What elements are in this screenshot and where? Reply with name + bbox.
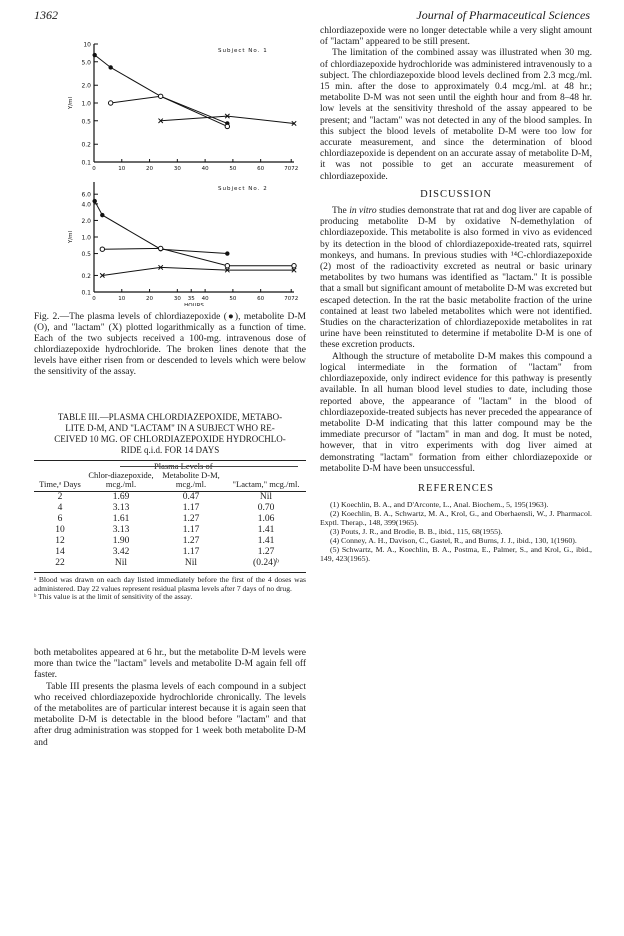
col-metabolite-dm: Metabolite D-M, mcg./ml.: [162, 470, 220, 489]
y-tick-label: 0.1: [81, 159, 91, 167]
paragraph: both metabolites appeared at 6 hr., but the metabolite D-M levels were more than twice the "lactam" levels and metabolite D-M again fell off faster.: [34, 648, 306, 681]
table-iii-grid: [34, 471, 306, 573]
series-line: [95, 55, 228, 123]
series-line: [111, 96, 228, 126]
table-title: [34, 412, 306, 456]
x-tick-label: 35: [187, 296, 195, 302]
x-tick-label: 40: [201, 296, 209, 302]
page-number: 1362: [34, 8, 58, 22]
x-tick-label: 7072: [284, 166, 299, 172]
x-tick-label: 20: [146, 166, 154, 172]
y-tick-label: 2.0: [81, 217, 91, 225]
x-tick-label: 60: [257, 296, 265, 302]
references-list: [320, 500, 592, 563]
table-row: 12 1.90 1.27 1.41: [55, 536, 275, 546]
journal-title: Journal of Pharmaceutical Sciences: [416, 8, 590, 22]
discussion-heading: DISCUSSION: [420, 188, 492, 200]
table-footnote-b: ᵇ This value is at the limit of sensitivity of the assay.: [34, 592, 193, 602]
data-point: [100, 213, 104, 217]
y-tick-label: 10: [83, 41, 91, 49]
reference-item: (3) Pouts, J. R., and Brodie, B. B., ibid., 115, 68(1955).: [330, 527, 503, 537]
y-tick-label: 2.0: [81, 82, 91, 90]
chart-title: Subject No. 1: [218, 48, 268, 54]
data-point: [225, 264, 229, 268]
left-column-text: [34, 648, 306, 749]
col-time: Time,ᵃ Days: [39, 479, 81, 489]
table-footnote-a: ᵃ Blood was drawn on each day listed immediately before the first of the 4 doses was administered. Day 22 values represent residual plasma levels after 7 days of no drug.: [34, 575, 306, 593]
chart-subject-2: [68, 182, 298, 306]
x-tick-label: 0: [92, 296, 96, 302]
x-tick-label: 30: [173, 166, 181, 172]
data-point: [292, 264, 296, 268]
paragraph: The in vitro studies demonstrate that rat and dog liver are capable of producing metabolite D-M by oxidative N-demethylation of chlordiazepoxide. This metabolite is also formed in vivo as evidenced by its detection in the blood of chlordiazepoxide-treated rats, squirrel monkeys, and humans. In previous studies with ¹⁴C-chlordiazepoxide (2) most of the radioactivity excreted as neutral or basic urinary metabolites by two humans was identified as "lactam." It is possible that a small but significant amount of metabolite D-M was excreted but escaped detection. In the rat the basic metabolite fraction of the urine contained at least two labeled metabolites which were not identified. Studies on the characterization of chlordiazepoxide metabolites in rat urine have been reinstituted to determine if metabolite D-M is one of these excretion products.: [320, 206, 592, 351]
data-point: [100, 247, 104, 251]
y-axis-label: Y/ml: [68, 96, 74, 110]
series-line: [95, 201, 228, 253]
col-lactam: "Lactam," mcg./ml.: [232, 479, 300, 489]
figure-caption: Fig. 2.—The plasma levels of chlordiazepoxide (●), metabolite D-M (O), and "lactam" (X) plotted logarithmically as a function of time. Each of the two subjects received a 100-mg. intravenous dose of chlordiazepoxide hydrochloride. The broken lines denote that the levels have either risen from or descended to levels which were below the sensitivity of the assay.: [34, 312, 306, 377]
table-title-line: LITE D-M, AND "LACTAM" IN A SUBJECT WHO RE-: [65, 423, 275, 433]
data-point: [158, 94, 162, 98]
x-tick-label: 0: [92, 166, 96, 172]
y-tick-label: 0.5: [81, 118, 91, 126]
x-tick-label: 50: [229, 166, 237, 172]
paragraph: chlordiazepoxide were no longer detectable while a very slight amount of "lactam" appeared to be still present.: [320, 26, 592, 48]
reference-item: (5) Schwartz, M. A., Koechlin, B. A., Postma, E., Palmer, S., and Krol, G., ibid., 149, 423(1965).: [320, 545, 592, 564]
paragraph: The limitation of the combined assay was illustrated when 30 mg. of chlordiazepoxide hydrochloride was administered intravenously to a subject. The chlordiazepoxide blood levels declined from 2.3 mcg./ml. 15 min. after the dose to approximately 0.4 mcg./ml. at 48 hr.; metabolite D-M was not seen until the eighth hour and from 8–48 hr. low levels at the sensitivity threshold of the assay appeared to be present; and "lactam" was not detected in any of the blood samples. In this subject the blood levels of metabolite D-M were too low for accurate measurement, and since the determination of blood chlordiazepoxide is dependent on an accurate assay of metabolite D-M, it was not possible to get an accurate measurement of chlordiazepoxide.: [320, 48, 592, 182]
x-tick-label: 50: [229, 296, 237, 302]
data-point: [92, 199, 96, 203]
data-point: [158, 246, 162, 250]
y-tick-label: 1.0: [81, 100, 91, 108]
x-tick-label: 10: [118, 296, 126, 302]
right-column-text: [320, 26, 592, 563]
table-row: 4 3.13 1.17 0.70: [57, 503, 275, 513]
x-tick-label: 40: [201, 166, 209, 172]
y-tick-label: 0.5: [81, 251, 91, 259]
chart-title: Subject No. 2: [218, 186, 268, 192]
series-line: [102, 248, 294, 265]
reference-item: (4) Conney, A. H., Davison, C., Gastel, R., and Burns, J. J., ibid., 130, 1(1960).: [330, 536, 577, 546]
y-tick-label: 4.0: [81, 201, 91, 209]
table-group-header: Plasma Levels of: [154, 461, 213, 471]
table-title-line: RIDE q.i.d. FOR 14 DAYS: [120, 445, 220, 455]
x-tick-label: 30: [173, 296, 181, 302]
data-point: [225, 251, 229, 255]
data-point: [108, 65, 112, 69]
y-axis-label: Y/ml: [68, 230, 74, 244]
y-tick-label: 6.0: [81, 191, 91, 199]
y-tick-label: 0.2: [81, 141, 91, 149]
y-tick-label: 5.0: [81, 59, 91, 67]
references-heading: REFERENCES: [418, 482, 494, 494]
figure-2: [54, 36, 304, 306]
data-point: [225, 124, 229, 128]
series-line: [102, 267, 294, 275]
table-row: 6 1.61 1.27 1.06: [57, 514, 275, 524]
table-title-line: CEIVED 10 MG. OF CHLORDIAZEPOXIDE HYDROCHLO-: [54, 434, 286, 444]
reference-item: (2) Koechlin, B. A., Schwartz, M. A., Krol, G., and Oberhaensli, W., J. Pharmacol. Exptl. Therap., 148, 399(1965).: [320, 509, 592, 528]
x-axis-label: HOURS: [184, 303, 204, 306]
paragraph: Table III presents the plasma levels of each compound in a subject who received chlordiazepoxide hydrochloride chronically. The levels of the metabolites are of particular interest because it is again seen that metabolite D-M is detectable in the blood before "lactam" and that after drug administration was stopped for 1 week both metabolite D-M and: [34, 681, 306, 748]
table-row: 10 3.13 1.17 1.41: [55, 525, 275, 535]
y-tick-label: 0.2: [81, 272, 91, 280]
x-tick-label: 60: [257, 166, 265, 172]
table-row: 2 1.69 0.47 Nil: [57, 492, 273, 502]
x-tick-label: 20: [146, 296, 154, 302]
chart-subject-1: [68, 42, 298, 173]
table-row: 22 Nil Nil (0.24)ᵇ: [55, 558, 279, 568]
y-tick-label: 0.1: [81, 289, 91, 297]
data-point: [92, 53, 96, 57]
table-iii: [34, 412, 306, 602]
data-point: [108, 101, 112, 105]
paragraph: Although the structure of metabolite D-M makes this compound a logical intermediate in the formation of "lactam" from chlordiazepoxide, only indirect evidence for this pathway is presently available. In all human blood level studies to date, including those reported above, the appearance of "lactam" in the blood of chlordiazepoxide-treated subjects has never preceded the appearance of metabolite D-M indicating that this latter compound may be the immediate precursor of "lactam" in man and dog. It must be noted, however, that in vitro experiments with dog liver aimed at demonstrating "lactam" formation from either chlordiazepoxide or metabolite D-M have been unsuccessful.: [320, 351, 592, 474]
y-tick-label: 1.0: [81, 234, 91, 242]
x-tick-label: 10: [118, 166, 126, 172]
table-title-line: TABLE III.—PLASMA CHLORDIAZEPOXIDE, METABO-: [57, 412, 283, 422]
reference-item: (1) Koechlin, B. A., and D'Arconte, L., Anal. Biochem., 5, 195(1963).: [330, 500, 549, 510]
table-row: 14 3.42 1.17 1.27: [55, 547, 275, 557]
col-chlordiazepoxide: Chlor-diazepoxide, mcg./ml.: [88, 470, 154, 489]
x-tick-label: 7072: [284, 296, 299, 302]
